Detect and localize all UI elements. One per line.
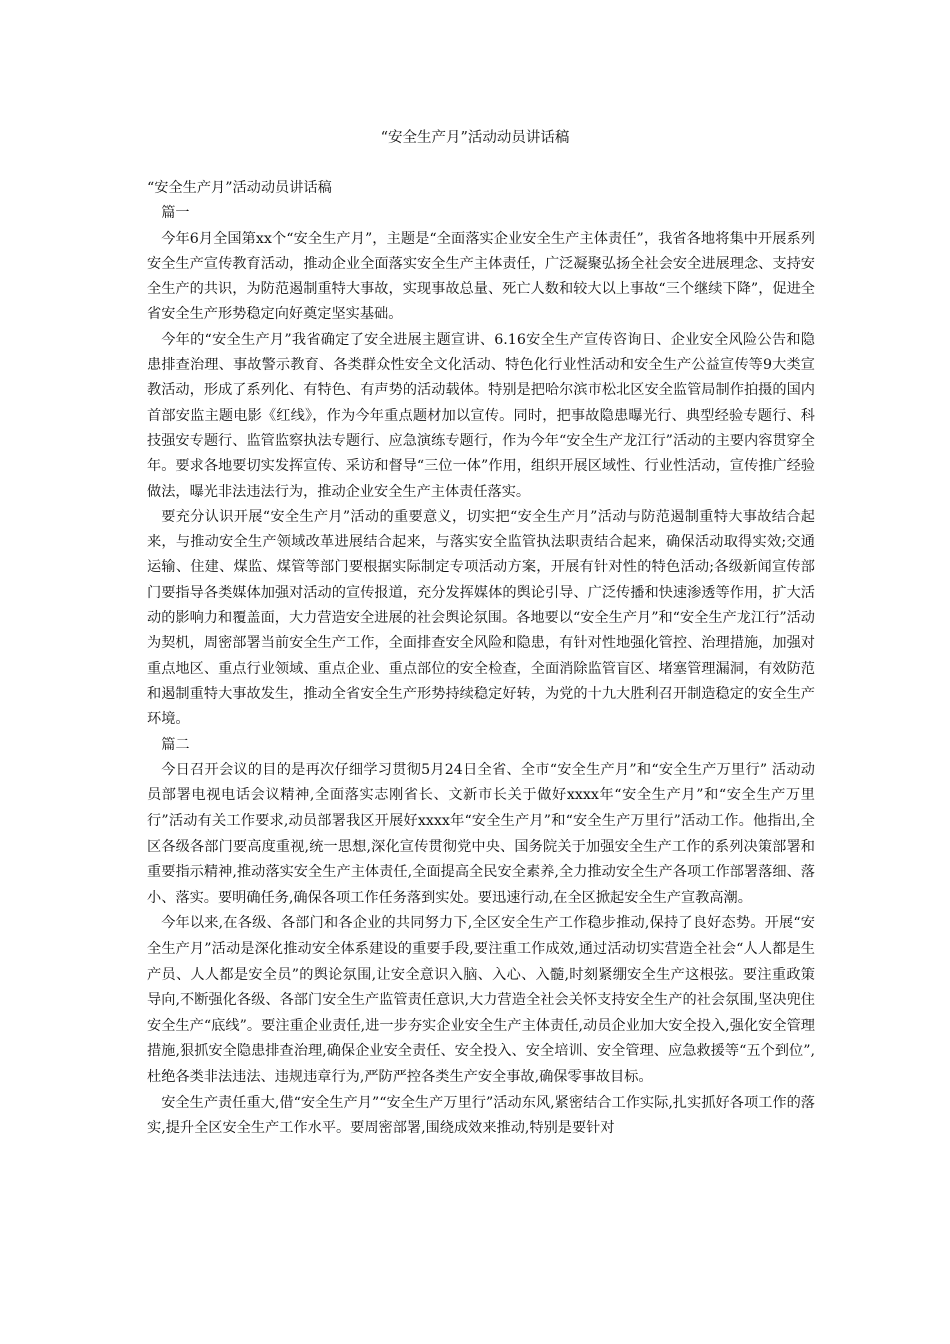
paragraph: 要充分认识开展“安全生产月”活动的重要意义，切实把“安全生产月”活动与防范遏制重特大事故结合起来，与推动安全生产领域改革进展结合起来，与落实安全监管执法职责结合起来，确保活动取得实效;交通运输、住建、煤监、煤管等部门要根据实际制定专项活动方案，开展有针对性的特色活动;各级新闻宣传部门要指导各类媒体加强对活动的宣传报道，充分发挥媒体的舆论引导、广泛传播和快速渗透等作用，扩大活动的影响力和覆盖面，大力营造安全进展的社会舆论氛围。各地要以“安全生产月”和“安全生产龙江行”活动为契机，周密部署当前安全生产工作，全面排查安全风险和隐患，有针对性地强化管控、治理措施，加强对重点地区、重点行业领域、重点企业、重点部位的安全检查，全面消除监管盲区、堵塞管理漏洞，有效防范和遏制重特大事故发生，推动全省安全生产形势持续稳定好转，为党的十九大胜利召开制造稳定的安全生产环境。 <box>147 508 815 728</box>
document-body <box>147 176 815 1142</box>
paragraph: 今年以来,在各级、各部门和各企业的共同努力下,全区安全生产工作稳步推动,保持了良好态势。开展“安全生产月”活动是深化推动安全体系建设的重要手段,要注重工作成效,通过活动切实营造全社会“人人都是生产员、人人都是安全员”的舆论氛围,让安全意识入脑、入心、入髓,时刻紧绷安全生产这根弦。要注重政策导向,不断强化各级、各部门安全生产监管责任意识,大力营造全社会关怀支持安全生产的社会氛围,坚决兜住安全生产“底线”。要注重企业责任,进一步夯实企业安全生产主体责任,动员企业加大安全投入,强化安全管理措施,狠抓安全隐患排查治理,确保企业安全责任、安全投入、安全培训、安全管理、应急救援等“五个到位”,杜绝各类非法违法、违规违章行为,严防严控各类生产安全事故,确保零事故目标。 <box>147 915 815 1085</box>
paragraph: 今年的“安全生产月”我省确定了安全进展主题宣讲、6.16安全生产宣传咨询日、企业安全风险公告和隐患排查治理、事故警示教育、各类群众性安全文化活动、特色化行业性活动和安全生产公益宣传等9大类宣教活动，形成了系列化、有特色、有声势的活动载体。特别是把哈尔滨市松北区安全监管局制作拍摄的国内首部安监主题电影《红线》，作为今年重点题材加以宣传。同时，把事故隐患曝光行、典型经验专题行、科技强安专题行、监管监察执法专题行、应急演练专题行，作为今年“安全生产龙江行”活动的主要内容贯穿全年。要求各地要切实发挥宣传、采访和督导“三位一体”作用，组织开展区域性、行业性活动，宣传推广经验做法，曝光非法违法行为，推动企业安全生产主体责任落实。 <box>147 331 815 500</box>
section-heading-2: 篇二 <box>161 736 190 753</box>
paragraph: 今日召开会议的目的是再次仔细学习贯彻5月24日全省、全市“安全生产月”和“安全生产万里行” 活动动员部署电视电话会议精神,全面落实志刚省长、文新市长关于做好xxxx年“安全生产月”和“安全生产万里行”活动有关工作要求,动员部署我区开展好xxxx年“安全生产月”和“安全生产万里行”活动工作。他指出,全区各级各部门要高度重视,统一思想,深化宣传贯彻党中央、国务院关于加强安全生产工作的系列决策部署和重要指示精神,推动落实安全生产主体责任,全面提高全民安全素养,全力推动安全生产各项工作部署落细、落小、落实。要明确任务,确保各项工作任务落到实处。要迅速行动,在全区掀起安全生产宣教高潮。 <box>147 761 815 906</box>
section-heading-1: 篇一 <box>161 205 190 222</box>
document-title: “安全生产月”活动动员讲话稿 <box>380 130 570 146</box>
document-subtitle: “安全生产月”活动动员讲话稿 <box>147 180 332 196</box>
paragraph: 今年6月全国第xx个“安全生产月”，主题是“全面落实企业安全生产主体责任”，我省各地将集中开展系列安全生产宣传教育活动，推动企业全面落实安全生产主体责任，广泛凝聚弘扬全社会安全进展理念、支持安全生产的共识，为防范遏制重特大事故，实现事故总量、死亡人数和较大以上事故“三个继续下降”，促进全省安全生产形势稳定向好奠定坚实基础。 <box>147 230 815 323</box>
paragraph: 安全生产责任重大,借“安全生产月”“安全生产万里行”活动东风,紧密结合工作实际,扎实抓好各项工作的落实,提升全区安全生产工作水平。要周密部署,围绕成效来推动,特别是要针对 <box>147 1094 815 1137</box>
